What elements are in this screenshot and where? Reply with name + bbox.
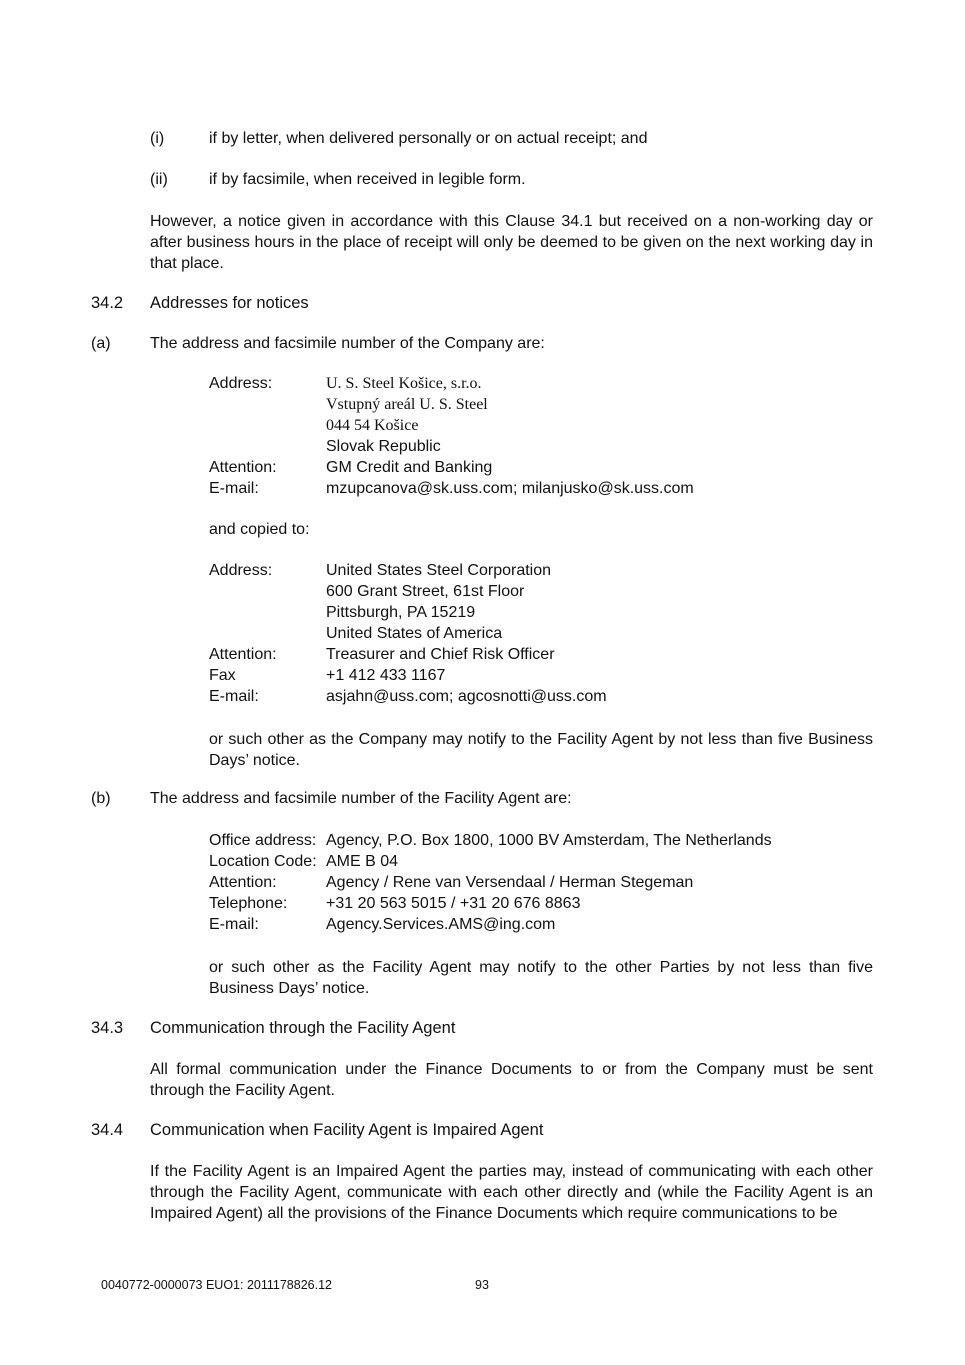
section-body: All formal communication under the Finance Documents to or from the Company must be sent through the Facility Agent.	[150, 1061, 873, 1099]
office-address-label: Office address:	[209, 832, 317, 849]
address-line: U. S. Steel Košice, s.r.o.	[326, 375, 482, 392]
location-code-label: Location Code:	[209, 853, 317, 870]
address-line: Slovak Republic	[326, 438, 441, 455]
email-label: E-mail:	[209, 916, 259, 933]
item-text: if by facsimile, when received in legible form.	[209, 171, 526, 188]
subclause-text: The address and facsimile number of the Facility Agent are:	[150, 790, 572, 807]
item-marker: (i)	[150, 130, 165, 147]
section-title: Communication when Facility Agent is Impaired Agent	[150, 1121, 544, 1139]
section-title: Addresses for notices	[150, 294, 309, 312]
email-value: Agency.Services.AMS@ing.com	[326, 916, 556, 933]
address-line: Vstupný areál U. S. Steel	[326, 396, 488, 413]
address-line: Pittsburgh, PA 15219	[326, 604, 476, 621]
email-value: asjahn@uss.com; agcosnotti@uss.com	[326, 688, 607, 705]
footer-doc-ref: 0040772-0000073 EUO1: 2011178826.12	[101, 1278, 332, 1292]
attention-value: Agency / Rene van Versendaal / Herman Stegeman	[326, 874, 694, 891]
section-number: 34.2	[91, 294, 124, 312]
fax-label: Fax	[209, 667, 236, 684]
address-line: 600 Grant Street, 61st Floor	[326, 583, 525, 600]
email-label: E-mail:	[209, 688, 259, 705]
item-marker: (ii)	[150, 171, 168, 188]
office-address-value: Agency, P.O. Box 1800, 1000 BV Amsterdam, The Netherlands	[326, 832, 772, 849]
section-body: If the Facility Agent is an Impaired Agent the parties may, instead of communicating with each other through the Facility Agent, communicate with each other directly and (while the Facility Agent is an Impaired Agent) all the provisions of the Finance Documents which require communications to be	[150, 1163, 873, 1222]
address-label: Address:	[209, 375, 273, 392]
subclause-marker: (b)	[91, 790, 111, 807]
attention-label: Attention:	[209, 646, 277, 663]
telephone-label: Telephone:	[209, 895, 288, 912]
copied-to-text: and copied to:	[209, 521, 310, 538]
however-paragraph: However, a notice given in accordance with this Clause 34.1 but received on a non-working day or after business hours in the place of receipt will only be deemed to be given on the next working day in that place.	[150, 213, 873, 272]
page-number: 93	[475, 1278, 489, 1292]
address-line: 044 54 Košice	[326, 417, 419, 434]
section-number: 34.4	[91, 1121, 124, 1139]
telephone-value: +31 20 563 5015 / +31 20 676 8863	[326, 895, 581, 912]
attention-value: Treasurer and Chief Risk Officer	[326, 646, 555, 663]
subclause-marker: (a)	[91, 335, 111, 352]
email-label: E-mail:	[209, 480, 259, 497]
email-value: mzupcanova@sk.uss.com; milanjusko@sk.uss.com	[326, 480, 694, 497]
fax-value: +1 412 433 1167	[326, 667, 446, 684]
attention-value: GM Credit and Banking	[326, 459, 493, 476]
address-line: United States Steel Corporation	[326, 562, 552, 579]
attention-label: Attention:	[209, 874, 277, 891]
agent-notify-paragraph: or such other as the Facility Agent may notify to the other Parties by not less than five Business Days’ notice.	[209, 959, 873, 997]
company-notify-paragraph: or such other as the Company may notify to the Facility Agent by not less than five Business Days’ notice.	[209, 731, 873, 769]
section-title: Communication through the Facility Agent	[150, 1019, 456, 1037]
attention-label: Attention:	[209, 459, 277, 476]
address-label: Address:	[209, 562, 273, 579]
section-number: 34.3	[91, 1019, 124, 1037]
subclause-text: The address and facsimile number of the Company are:	[150, 335, 545, 352]
location-code-value: AME B 04	[326, 853, 399, 870]
address-line: United States of America	[326, 625, 503, 642]
item-text: if by letter, when delivered personally or on actual receipt; and	[209, 130, 648, 147]
